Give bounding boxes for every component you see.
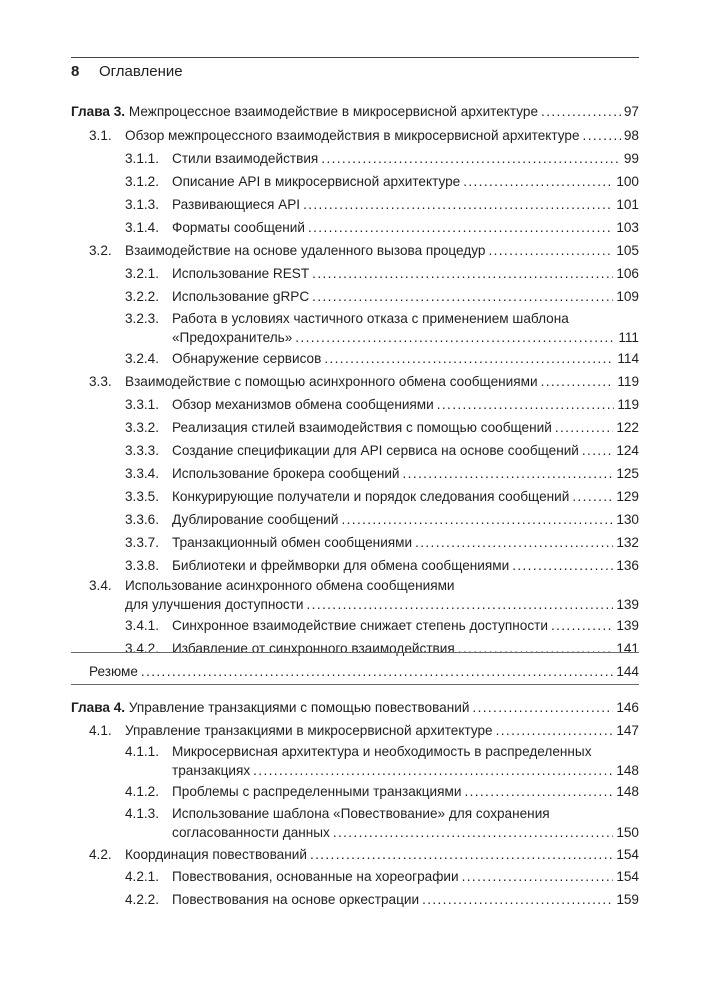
toc-subsection[interactable] bbox=[125, 558, 639, 574]
subsection-number: 3.3.7. bbox=[125, 535, 160, 550]
page-number: 8 bbox=[71, 63, 80, 80]
page-ref: 154 bbox=[616, 869, 639, 884]
page-ref: 106 bbox=[616, 266, 639, 281]
subsection-title: Форматы сообщений bbox=[172, 220, 305, 235]
subsection-number: 3.1.1. bbox=[125, 151, 160, 166]
page-ref: 146 bbox=[616, 700, 639, 715]
page-ref: 147 bbox=[616, 723, 639, 738]
subsection-number: 3.3.5. bbox=[125, 489, 160, 504]
subsection-title: Избавление от синхронного взаимодействия bbox=[172, 641, 455, 656]
page-ref: 114 bbox=[617, 351, 639, 366]
subsection-number: 3.4.2. bbox=[125, 641, 160, 656]
toc-subsection[interactable] bbox=[125, 289, 639, 305]
subsection-number: 3.1.3. bbox=[125, 197, 160, 212]
subsection-number: 4.2.2. bbox=[125, 892, 160, 907]
subsection-title: Синхронное взаимодействие снижает степень доступности bbox=[172, 618, 548, 633]
toc-subsection[interactable] bbox=[125, 641, 639, 657]
section-title: Взаимодействие на основе удаленного вызова процедур bbox=[125, 243, 486, 258]
page-ref: 154 bbox=[616, 847, 639, 862]
subsection-title: Развивающиеся API bbox=[172, 197, 301, 212]
subsection-title-line1: Использование шаблона «Повествование» для сохранения bbox=[172, 806, 550, 821]
subsection-title: Обзор механизмов обмена сообщениями bbox=[172, 397, 434, 412]
subsection-number: 4.1.3. bbox=[125, 806, 160, 821]
section-title-line2: для улучшения доступности bbox=[125, 597, 304, 612]
running-header bbox=[71, 57, 639, 80]
subsection-title: Описание API в микросервисной архитектуре bbox=[172, 174, 461, 189]
toc-section[interactable] bbox=[89, 243, 639, 259]
toc-section[interactable] bbox=[89, 723, 639, 739]
subsection-title: Стили взаимодействия bbox=[172, 151, 319, 166]
section-title: Управление транзакциями в микросервисной архитектуре bbox=[125, 723, 493, 738]
subsection-number: 3.3.8. bbox=[125, 558, 160, 573]
page-ref: 125 bbox=[616, 466, 639, 481]
section-number: 3.2. bbox=[89, 243, 112, 258]
subsection-number: 3.3.1. bbox=[125, 397, 160, 412]
toc-subsection[interactable] bbox=[125, 220, 639, 236]
subsection-title: Конкурирующие получатели и порядок следования сообщений bbox=[172, 489, 570, 504]
subsection-number: 3.2.2. bbox=[125, 289, 160, 304]
section-title-line1: Использование асинхронного обмена сообщениями bbox=[125, 578, 455, 593]
page-ref: 119 bbox=[617, 374, 639, 389]
page-ref: 148 bbox=[616, 784, 639, 799]
toc-subsection[interactable] bbox=[125, 512, 639, 528]
section-title: Координация повествований bbox=[125, 847, 307, 862]
subsection-title: Проблемы с распределенными транзакциями bbox=[172, 784, 462, 799]
toc-subsection[interactable] bbox=[125, 397, 639, 413]
page-ref: 144 bbox=[616, 664, 639, 679]
page-ref: 124 bbox=[616, 443, 639, 458]
section-number: 3.1. bbox=[89, 128, 112, 143]
section-title: Взаимодействие с помощью асинхронного обмена сообщениями bbox=[125, 374, 538, 389]
section-title: Обзор межпроцессного взаимодействия в микросервисной архитектуре bbox=[125, 128, 580, 143]
section-number: 3.3. bbox=[89, 374, 112, 389]
page-ref: 150 bbox=[616, 825, 639, 840]
page-ref: 105 bbox=[616, 243, 639, 258]
toc-section[interactable] bbox=[89, 578, 639, 613]
subsection-title: Транзакционный обмен сообщениями bbox=[172, 535, 413, 550]
toc-subsection[interactable] bbox=[125, 443, 639, 459]
chapter-divider bbox=[71, 684, 639, 685]
subsection-title: Повествования, основанные на хореографии bbox=[172, 869, 459, 884]
chapter-title: Межпроцессное взаимодействие в микросервисной архитектуре bbox=[128, 104, 539, 119]
subsection-number: 3.3.6. bbox=[125, 512, 160, 527]
subsection-number: 3.1.4. bbox=[125, 220, 160, 235]
toc-chapter-4[interactable] bbox=[71, 700, 639, 716]
toc-subsection[interactable] bbox=[125, 420, 639, 436]
toc-subsection[interactable] bbox=[125, 892, 639, 908]
page-ref: 100 bbox=[616, 174, 639, 189]
toc-subsection[interactable] bbox=[125, 535, 639, 551]
toc-section[interactable] bbox=[89, 128, 639, 144]
toc-subsection[interactable] bbox=[125, 744, 639, 779]
page-ref: 98 bbox=[623, 128, 639, 143]
page-ref: 103 bbox=[616, 220, 639, 235]
subsection-title: Использование брокера сообщений bbox=[172, 466, 400, 481]
subsection-title: Библиотеки и фреймворки для обмена сообщениями bbox=[172, 558, 510, 573]
subsection-number: 3.4.1. bbox=[125, 618, 160, 633]
toc-subsection[interactable] bbox=[125, 869, 639, 885]
page-ref: 132 bbox=[616, 535, 639, 550]
subsection-number: 3.1.2. bbox=[125, 174, 160, 189]
chapter-label: Глава 3. bbox=[71, 104, 126, 119]
summary-title: Резюме bbox=[89, 664, 138, 679]
page-ref: 109 bbox=[616, 289, 639, 304]
chapter-label: Глава 4. bbox=[71, 700, 126, 715]
subsection-number: 4.1.2. bbox=[125, 784, 160, 799]
page-ref: 101 bbox=[616, 197, 639, 212]
toc-subsection[interactable] bbox=[125, 351, 639, 367]
page-ref: 97 bbox=[623, 104, 639, 119]
toc-subsection[interactable] bbox=[125, 784, 639, 800]
chapter-title: Управление транзакциями с помощью повествований bbox=[128, 700, 470, 715]
subsection-title: Обнаружение сервисов bbox=[172, 351, 322, 366]
toc-summary[interactable] bbox=[89, 664, 639, 680]
subsection-title: Реализация стилей взаимодействия с помощью сообщений bbox=[172, 420, 552, 435]
toc-subsection[interactable] bbox=[125, 266, 639, 282]
section-number: 3.4. bbox=[89, 578, 112, 593]
toc-subsection[interactable] bbox=[125, 174, 639, 190]
subsection-title-line1: Работа в условиях частичного отказа с применением шаблона bbox=[172, 311, 569, 326]
toc-subsection[interactable] bbox=[125, 311, 639, 346]
subsection-number: 3.3.3. bbox=[125, 443, 160, 458]
page-ref: 159 bbox=[616, 892, 639, 907]
subsection-number: 4.2.1. bbox=[125, 869, 160, 884]
page-ref: 141 bbox=[616, 641, 639, 656]
section-number: 4.1. bbox=[89, 723, 112, 738]
subsection-title: Использование gRPC bbox=[172, 289, 310, 304]
subsection-title-line2: транзакциях bbox=[172, 763, 251, 778]
page-ref: 122 bbox=[616, 420, 639, 435]
subsection-number: 3.2.4. bbox=[125, 351, 160, 366]
subsection-number: 3.2.1. bbox=[125, 266, 160, 281]
subsection-number: 4.1.1. bbox=[125, 744, 160, 759]
page-ref: 148 bbox=[616, 763, 639, 778]
running-title: Оглавление bbox=[99, 63, 183, 80]
subsection-number: 3.3.2. bbox=[125, 420, 160, 435]
subsection-title-line1: Микросервисная архитектура и необходимость в распределенных bbox=[172, 744, 592, 759]
toc-subsection[interactable] bbox=[125, 151, 639, 167]
page-ref: 136 bbox=[616, 558, 639, 573]
toc-section[interactable] bbox=[89, 374, 639, 390]
subsection-title-line2: согласованности данных bbox=[172, 825, 330, 840]
page-ref: 99 bbox=[623, 151, 639, 166]
toc-subsection[interactable] bbox=[125, 489, 639, 505]
toc-subsection[interactable] bbox=[125, 466, 639, 482]
subsection-title: Дублирование сообщений bbox=[172, 512, 339, 527]
toc-section[interactable] bbox=[89, 847, 639, 863]
toc-subsection[interactable] bbox=[125, 806, 639, 841]
page-ref: 129 bbox=[616, 489, 639, 504]
page-ref: 130 bbox=[616, 512, 639, 527]
subsection-title: Повествования на основе оркестрации bbox=[172, 892, 420, 907]
toc-subsection[interactable] bbox=[125, 618, 639, 634]
subsection-title: Использование REST bbox=[172, 266, 310, 281]
subsection-number: 3.2.3. bbox=[125, 311, 160, 326]
subsection-title: Создание спецификации для API сервиса на основе сообщений bbox=[172, 443, 579, 458]
subsection-title-line2: «Предохранитель» bbox=[172, 330, 293, 345]
toc-chapter-3[interactable] bbox=[71, 104, 639, 120]
page-ref: 139 bbox=[616, 597, 639, 612]
section-number: 4.2. bbox=[89, 847, 112, 862]
page-ref: 139 bbox=[616, 618, 639, 633]
page-ref: 111 bbox=[618, 330, 639, 345]
chapter-divider bbox=[71, 652, 639, 653]
toc-subsection[interactable] bbox=[125, 197, 639, 213]
subsection-number: 3.3.4. bbox=[125, 466, 160, 481]
page-ref: 119 bbox=[617, 397, 639, 412]
